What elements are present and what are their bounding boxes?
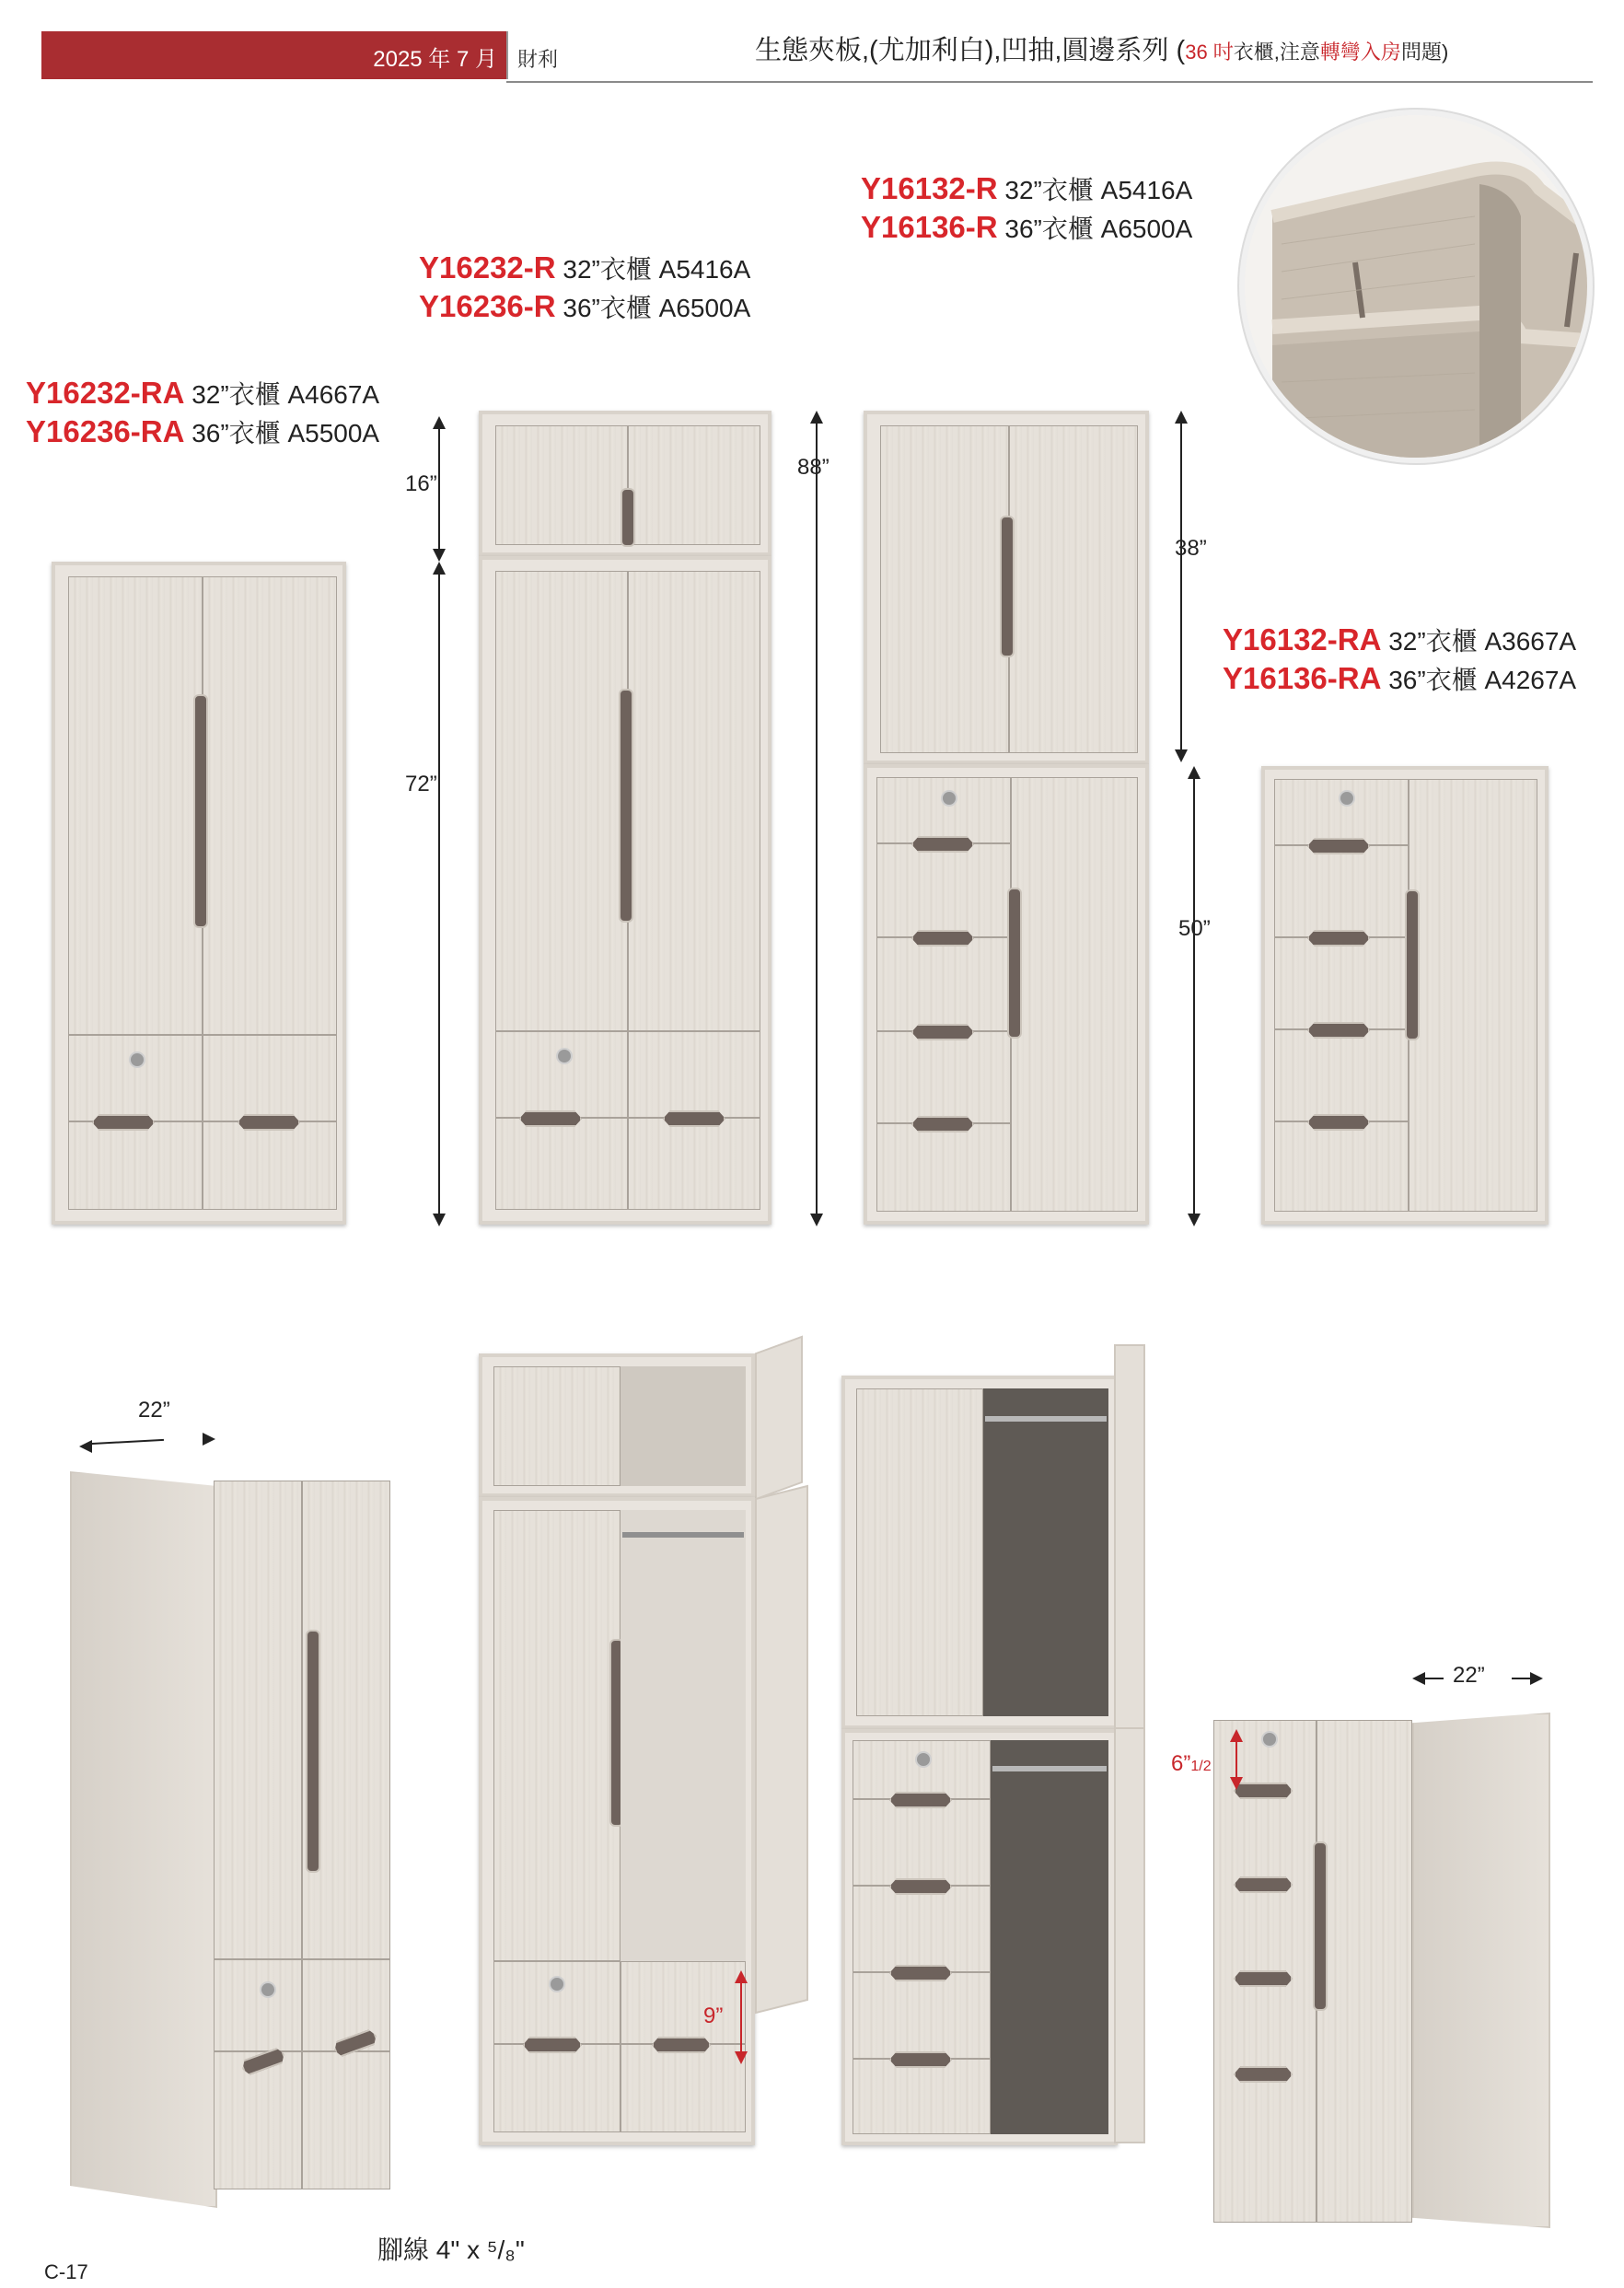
dim-line	[90, 1439, 164, 1445]
dim-label-main-height: 72”	[405, 772, 437, 796]
door-handle	[1007, 888, 1022, 1039]
drawer-bottom-right	[628, 1118, 760, 1210]
header-date: 2025 年 7 月	[373, 47, 497, 72]
upper-cabinet-open	[841, 1376, 1118, 1729]
drawer-5	[876, 1123, 1011, 1212]
rounded-edge-illustration	[1245, 115, 1587, 458]
lock-icon	[556, 1048, 573, 1064]
drawer-top-left	[214, 1959, 302, 2051]
upper-hanging-space	[983, 1388, 1108, 1716]
model-label-y16136-ra	[1223, 661, 1576, 698]
drawer-4	[876, 1031, 1011, 1123]
door-handle	[1313, 1841, 1328, 2011]
drawer-4	[1274, 1029, 1409, 1121]
model-desc: 32”衣櫃 A4667A	[191, 380, 380, 409]
door-handle	[306, 1630, 320, 1873]
drawer-3	[1274, 937, 1409, 1029]
dim-line	[438, 571, 440, 1215]
model-code: Y16136-RA	[1223, 661, 1382, 695]
drawer-top-left	[495, 1031, 628, 1118]
door-left	[68, 576, 203, 1035]
hanging-space	[621, 1510, 746, 1961]
door-left	[493, 1510, 621, 1961]
drawer-bottom-right	[302, 2051, 390, 2189]
wardrobe-combo-open-view	[841, 1344, 1145, 2154]
model-label-y16132-ra	[1223, 622, 1576, 659]
lock-icon	[129, 1051, 145, 1068]
header-brand: 財利	[517, 48, 559, 71]
dim-line	[1423, 1678, 1444, 1679]
drawer-top-right	[302, 1959, 390, 2051]
drawer-top-right	[628, 1031, 760, 1118]
dim-label-upper-height: 38”	[1175, 536, 1207, 561]
dim-line	[1180, 420, 1182, 755]
dim-label-lower-height: 50”	[1178, 916, 1211, 941]
dim-line	[740, 1980, 742, 2053]
drawer-3	[853, 1886, 991, 1972]
wardrobe-r-front	[479, 556, 771, 1225]
title-end: 問題)	[1400, 41, 1449, 64]
dim-label-total-height: 88”	[797, 455, 829, 480]
model-label-y16132-r	[861, 171, 1192, 208]
upper-door-left	[880, 425, 1009, 753]
door-right	[203, 576, 337, 1035]
dim-line	[438, 425, 440, 554]
drawer-handle	[663, 1110, 725, 1127]
drawer-handle	[92, 1114, 155, 1131]
drawer-bottom-left	[493, 2044, 621, 2132]
arrow-down-icon	[433, 549, 446, 562]
model-label-y16232-r	[419, 250, 750, 287]
arrow-down-icon	[810, 1214, 823, 1226]
model-code: Y16236-RA	[26, 414, 185, 448]
model-code: Y16136-R	[861, 210, 998, 244]
drawer-handle	[889, 2051, 952, 2068]
drawer-handle	[1307, 1114, 1370, 1131]
wardrobe-r-open-view	[479, 1344, 810, 2154]
drawer-4	[853, 1972, 991, 2059]
drawer-1	[1274, 779, 1409, 845]
drawer-handle	[1234, 1876, 1293, 1893]
drawer-1	[876, 777, 1011, 843]
drawer-2	[1274, 845, 1409, 937]
hanging-rod	[992, 1766, 1107, 1771]
header-divider	[506, 31, 508, 79]
dim-label-depth-right: 22”	[1453, 1663, 1485, 1688]
drawer-5	[853, 2059, 991, 2134]
chest-side	[1412, 1713, 1550, 2228]
model-desc: 36”衣櫃 A4267A	[1388, 666, 1577, 694]
drawer-handle	[911, 930, 974, 947]
title-highlight-size: 36 吋	[1185, 41, 1234, 64]
model-desc: 36”衣櫃 A6500A	[563, 294, 751, 322]
door-handle	[1405, 889, 1420, 1040]
arrow-right-icon	[1530, 1672, 1543, 1685]
model-label-y16236-ra	[26, 414, 379, 451]
drawer-2	[876, 843, 1011, 937]
lower-cabinet-front	[864, 764, 1149, 1225]
model-code: Y16132-R	[861, 171, 998, 205]
title-middle: 衣櫃,注意	[1233, 41, 1320, 64]
model-code: Y16132-RA	[1223, 622, 1382, 656]
upper-door-open	[1114, 1344, 1145, 1731]
drawer-handle	[889, 1878, 952, 1895]
dim-label-depth-left: 22”	[138, 1398, 170, 1423]
edge-detail-photo	[1245, 115, 1587, 458]
lower-hanging-space	[991, 1740, 1108, 2134]
drawer-top-left	[493, 1961, 621, 2044]
lower-door-open	[1114, 1727, 1145, 2143]
top-interior	[621, 1366, 746, 1486]
hanging-rod	[622, 1532, 744, 1538]
door-handle	[621, 488, 635, 547]
drawer-handle	[1234, 2066, 1293, 2083]
model-desc: 32”衣櫃 A5416A	[1004, 176, 1193, 204]
wardrobe-side	[70, 1471, 217, 2208]
drawer-handle	[911, 1116, 974, 1132]
drawer-top-right	[203, 1035, 337, 1121]
drawer-handle	[1307, 838, 1370, 854]
drawer-1	[853, 1740, 991, 1799]
drawer-handle	[1307, 1022, 1370, 1039]
top-door-open	[755, 1336, 803, 1501]
side-door	[1409, 779, 1537, 1212]
model-code: Y16232-RA	[26, 376, 185, 410]
drawer-handle	[519, 1110, 582, 1127]
baseboard-note: 腳線 4" x ⁵/₈"	[377, 2236, 525, 2264]
model-desc: 36”衣櫃 A5500A	[191, 419, 380, 447]
side-door	[1011, 777, 1138, 1212]
drawer-top-right	[621, 1961, 746, 2044]
arrow-down-icon	[1230, 1777, 1243, 1790]
arrow-down-icon	[1175, 749, 1188, 762]
dim-label-top-height: 16”	[405, 471, 437, 496]
drawer-handle	[889, 1965, 952, 1981]
drawer-handle	[889, 1792, 952, 1808]
chest-ra-front	[1261, 766, 1549, 1225]
upper-door-left	[856, 1388, 983, 1716]
model-code: Y16232-R	[419, 250, 556, 285]
arrow-down-icon	[1188, 1214, 1201, 1226]
drawer-3	[876, 937, 1011, 1031]
drawer-bottom-right	[203, 1121, 337, 1210]
drawer-handle	[238, 1114, 300, 1131]
drawer-handle	[652, 2037, 711, 2053]
drawer-bottom-right	[621, 2044, 746, 2132]
header-rule	[506, 81, 1593, 83]
door-handle	[619, 689, 633, 923]
wardrobe-ra-front	[52, 562, 346, 1225]
top-door-left	[495, 425, 628, 545]
top-cabinet-open	[479, 1353, 755, 1497]
chest-ra-angle-view	[1213, 1713, 1558, 2228]
dim-line	[1235, 1738, 1237, 1779]
lock-icon	[941, 790, 957, 807]
drawer-handle	[1307, 930, 1370, 947]
model-label-y16136-r	[861, 210, 1192, 247]
model-label-y16232-ra	[26, 376, 379, 412]
page-title	[755, 29, 1448, 67]
model-desc: 36”衣櫃 A6500A	[1004, 215, 1193, 243]
model-desc: 32”衣櫃 A3667A	[1388, 627, 1577, 656]
dim-value: 6”	[1171, 1751, 1191, 1776]
door-left	[214, 1481, 302, 1959]
dim-label-drawer-inner: 9”	[703, 2003, 724, 2028]
drawer-handle	[911, 1024, 974, 1040]
title-highlight-warning: 轉彎入房	[1319, 41, 1401, 64]
page-number: C-17	[44, 2260, 88, 2283]
lock-icon	[1339, 790, 1355, 807]
dim-line	[1512, 1678, 1530, 1679]
lock-icon	[260, 1981, 276, 1998]
door-right	[628, 571, 760, 1031]
top-door-left	[493, 1366, 621, 1486]
lower-cabinet-open	[841, 1729, 1118, 2145]
door-handle	[1000, 516, 1015, 657]
arrow-right-icon	[203, 1433, 215, 1446]
top-door-right	[628, 425, 760, 545]
model-label-y16236-r	[419, 289, 750, 326]
drawer-handle	[523, 2037, 582, 2053]
dim-fraction: 1/2	[1190, 1759, 1212, 1774]
arrow-down-icon	[433, 1214, 446, 1226]
main-door-open	[755, 1485, 808, 2014]
lock-icon	[1261, 1731, 1278, 1748]
upper-cabinet-front	[864, 411, 1149, 764]
drawer-2	[853, 1799, 991, 1886]
model-code: Y16236-R	[419, 289, 556, 323]
drawer-handle	[1234, 1970, 1293, 1987]
top-cabinet-front	[479, 411, 771, 556]
lock-icon	[549, 1976, 565, 1992]
arrow-down-icon	[735, 2051, 748, 2064]
drawer-5	[1274, 1121, 1409, 1212]
drawer-bottom-left	[68, 1121, 203, 1210]
title-main: 生態夾板,(尤加利白),凹抽,圓邊系列 (	[755, 36, 1186, 65]
wardrobe-ra-angle-view	[70, 1464, 398, 2219]
dim-label-drawer-small	[1171, 1751, 1212, 1777]
drawer-top-left	[68, 1035, 203, 1121]
side-door	[1317, 1720, 1412, 2223]
upper-door-right	[1009, 425, 1138, 753]
dim-line	[1193, 775, 1195, 1215]
wardrobe-open	[479, 1497, 755, 2145]
drawer-handle	[911, 836, 974, 853]
door-handle	[193, 694, 208, 928]
dim-line	[816, 420, 818, 1215]
door-left	[495, 571, 628, 1031]
model-desc: 32”衣櫃 A5416A	[563, 255, 751, 284]
lock-icon	[915, 1751, 932, 1768]
drawer-bottom-left	[495, 1118, 628, 1210]
hanging-rod	[985, 1416, 1107, 1422]
